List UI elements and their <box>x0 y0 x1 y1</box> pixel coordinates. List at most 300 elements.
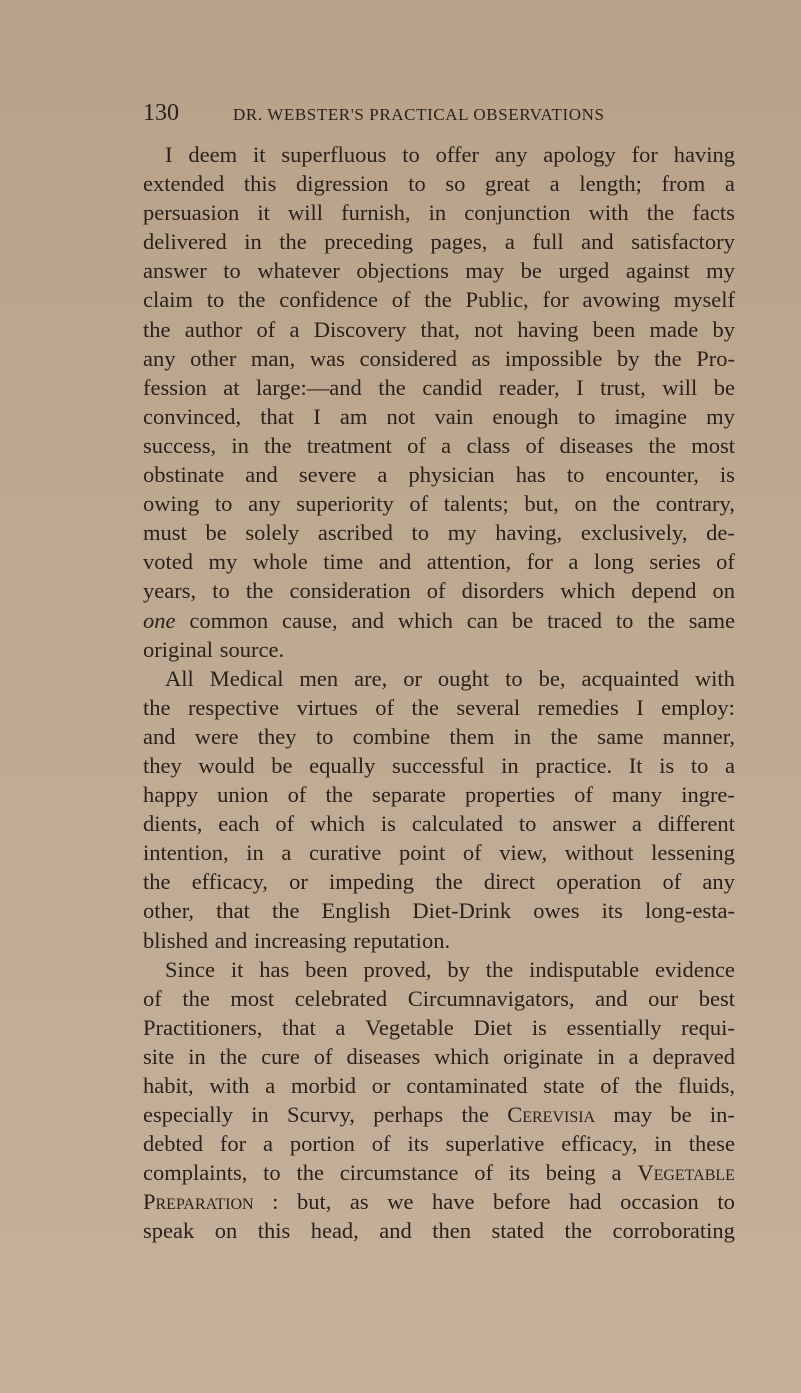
word: be <box>713 374 735 400</box>
word: pages, <box>430 229 488 255</box>
word: original <box>143 636 213 662</box>
word: the <box>143 694 171 720</box>
word: occasion <box>620 1189 699 1215</box>
word: and <box>143 723 176 749</box>
text-line <box>143 373 735 402</box>
word: increasing <box>254 927 347 953</box>
word: Public, <box>465 287 529 313</box>
word: which <box>434 1043 490 1069</box>
text-line <box>143 780 735 809</box>
word: requi- <box>681 1014 735 1040</box>
word: the <box>143 869 171 895</box>
word: morbid <box>290 1073 356 1098</box>
word: the <box>564 1218 592 1244</box>
word: they <box>143 752 182 778</box>
word: to <box>206 287 225 313</box>
word: series <box>649 549 701 575</box>
word: in <box>513 723 532 749</box>
word: manner, <box>662 723 735 749</box>
word: obstinate <box>143 462 225 488</box>
word: any <box>248 491 281 517</box>
word: complaints, <box>143 1160 248 1186</box>
word: reader, <box>498 374 560 400</box>
word: state <box>543 1073 585 1098</box>
word: objections <box>356 258 449 284</box>
word: this <box>257 1218 291 1244</box>
text-line <box>143 285 735 314</box>
word: with <box>209 1073 250 1098</box>
word: a <box>724 171 735 197</box>
word: but, <box>296 1189 332 1215</box>
word: the <box>378 374 406 400</box>
word: offer <box>435 142 479 167</box>
word: we <box>387 1189 414 1215</box>
word: claim <box>143 287 193 313</box>
word: a <box>631 811 642 837</box>
word: my <box>706 258 735 284</box>
word: same <box>688 607 735 633</box>
word: men <box>299 665 339 691</box>
word: long <box>593 549 634 575</box>
word: without <box>564 840 634 866</box>
word: It <box>628 752 643 778</box>
text-line <box>143 1216 735 1245</box>
word: many <box>612 782 663 808</box>
text-line <box>143 315 735 344</box>
text-line <box>143 344 735 373</box>
word: in <box>244 229 262 255</box>
word: then <box>432 1218 472 1244</box>
word: having, <box>495 520 563 546</box>
word: Circumnavigators, <box>407 985 575 1011</box>
text-line <box>143 198 735 227</box>
word: successful <box>392 752 485 778</box>
word: years, <box>143 578 197 604</box>
word: diseases <box>346 1043 421 1069</box>
word: acquainted <box>581 665 679 691</box>
word: is <box>531 1014 547 1040</box>
word: Practitioners, <box>143 1014 263 1040</box>
text-line <box>143 984 735 1013</box>
text-line <box>143 547 735 576</box>
word: in <box>428 200 447 226</box>
word: at <box>223 374 240 400</box>
word: author <box>184 316 243 342</box>
word: happy <box>143 782 198 808</box>
word: fluids, <box>678 1073 735 1098</box>
word: in <box>501 752 519 778</box>
word: by <box>712 316 735 342</box>
word: site <box>143 1043 175 1069</box>
word: talents; <box>443 491 509 517</box>
word: whole <box>252 549 308 575</box>
word: ingre- <box>681 782 735 808</box>
word: for <box>542 287 569 313</box>
word: convinced, <box>143 403 242 429</box>
word: may <box>465 258 505 284</box>
text-line <box>143 867 735 896</box>
italic-word: one <box>143 607 176 633</box>
word: the <box>634 1073 663 1098</box>
word: has <box>259 956 290 982</box>
text-line <box>143 693 735 722</box>
word: depend <box>631 578 697 604</box>
word: a <box>377 462 388 488</box>
word: of <box>407 432 426 458</box>
word: indisputable <box>529 956 640 982</box>
word: encounter, <box>605 462 699 488</box>
word: on <box>574 491 597 517</box>
word: attention, <box>426 549 512 575</box>
word: for <box>526 549 553 575</box>
text-line <box>143 169 735 198</box>
word: habit, <box>143 1073 194 1098</box>
word: that <box>260 403 295 429</box>
word: so <box>445 171 466 197</box>
word: corroborating <box>612 1218 735 1244</box>
word: Medical <box>209 665 284 691</box>
word: treatment <box>306 432 392 458</box>
word: of <box>574 782 593 808</box>
word: the <box>143 316 171 342</box>
word: has <box>515 462 546 488</box>
word: am <box>339 403 368 429</box>
word: its <box>508 1160 530 1186</box>
word: it <box>252 142 266 167</box>
word: the <box>264 432 292 458</box>
word: been <box>592 316 636 342</box>
word: in <box>597 1043 615 1069</box>
word: the <box>435 869 463 895</box>
word: and <box>581 229 614 255</box>
word: the <box>279 229 307 255</box>
word: I <box>576 374 584 400</box>
word: blished <box>143 927 208 953</box>
word: English <box>321 898 391 924</box>
word: Pro- <box>696 345 735 371</box>
text-line <box>143 1071 735 1100</box>
word: curative <box>308 840 382 866</box>
word: by <box>447 956 470 982</box>
word: originate <box>503 1043 584 1069</box>
word: or <box>371 1073 391 1098</box>
word: or <box>403 665 422 691</box>
word: are, <box>354 665 388 691</box>
word: conjunction <box>464 200 571 226</box>
word: it <box>230 956 244 982</box>
word: its <box>407 1131 429 1157</box>
word: superlative <box>445 1131 545 1157</box>
word: dients, <box>143 811 203 837</box>
text-line <box>143 1013 735 1042</box>
word: as <box>349 1189 369 1215</box>
word: intention, <box>143 840 229 866</box>
word: efficacy, <box>191 869 268 895</box>
word: length; <box>579 171 642 197</box>
word: a <box>335 1014 346 1040</box>
word: answer <box>552 811 617 837</box>
word: and <box>351 607 385 633</box>
word: respective <box>187 694 280 720</box>
word: be <box>271 752 293 778</box>
word: to <box>263 1160 281 1186</box>
word: point <box>399 840 446 866</box>
word: with <box>694 665 735 691</box>
word: to <box>411 520 430 546</box>
text-line <box>143 1187 735 1216</box>
text-line <box>143 955 735 984</box>
word: on <box>214 1218 238 1244</box>
small-caps-word: Cerevisia <box>507 1102 596 1128</box>
word: preceding <box>324 229 413 255</box>
word: voted <box>143 549 193 575</box>
word: speak <box>143 1218 195 1244</box>
word: proved, <box>363 956 432 982</box>
word: before <box>493 1189 551 1215</box>
word: a <box>549 171 560 197</box>
word: the <box>646 200 675 226</box>
word: de- <box>706 520 735 546</box>
word: circumstance <box>339 1160 459 1186</box>
word: other, <box>143 898 194 924</box>
word: and <box>245 462 278 488</box>
word: in <box>188 1043 206 1069</box>
word: that, <box>420 316 460 342</box>
word: other <box>190 345 237 371</box>
word: to <box>408 171 426 197</box>
word: to <box>315 723 334 749</box>
word: the <box>654 345 682 371</box>
word: against <box>625 258 690 284</box>
word: of <box>525 432 545 458</box>
word: these <box>688 1131 735 1157</box>
word: to <box>717 1189 735 1215</box>
word: view, <box>499 840 548 866</box>
word: physician <box>408 462 495 488</box>
word: to <box>214 491 233 517</box>
word: any <box>494 142 528 167</box>
word: of <box>371 1131 391 1157</box>
word: of <box>256 316 276 342</box>
word: will <box>662 374 698 400</box>
word: reputation. <box>353 927 451 953</box>
word: it <box>257 200 270 226</box>
word: the <box>219 1043 248 1069</box>
word: and <box>378 549 412 575</box>
word: for <box>219 1131 247 1157</box>
word: contrary, <box>655 491 735 517</box>
word: in <box>251 1102 269 1128</box>
word: to <box>690 752 709 778</box>
word: of <box>409 491 429 517</box>
word: man, <box>250 345 296 371</box>
word: of <box>287 782 307 808</box>
word: disorders <box>461 578 545 604</box>
word: the <box>612 491 641 517</box>
word: be <box>520 258 542 284</box>
word: and <box>379 1218 412 1244</box>
word: owing <box>143 491 200 517</box>
word: the <box>245 578 274 604</box>
text-line <box>143 460 735 489</box>
word: not <box>386 403 416 429</box>
word: great <box>485 171 531 197</box>
word: myself <box>673 287 735 313</box>
word: which <box>310 811 366 837</box>
text-line <box>143 635 735 664</box>
word: practice. <box>535 752 613 778</box>
word: being <box>545 1160 596 1186</box>
word: answer <box>143 258 207 284</box>
word: owes <box>533 898 580 924</box>
text-line <box>143 809 735 838</box>
text-line <box>143 140 735 169</box>
word: a <box>725 752 735 778</box>
word: furnish, <box>341 200 411 226</box>
word: essentially <box>566 1014 662 1040</box>
word: All <box>165 665 194 691</box>
word: time <box>323 549 364 575</box>
word: enough <box>492 403 559 429</box>
word: that <box>216 898 250 924</box>
word: can <box>466 607 499 633</box>
word: operation <box>556 869 642 895</box>
word: made <box>649 316 699 342</box>
word: the <box>296 1160 324 1186</box>
word: not <box>474 316 503 342</box>
word: the <box>648 432 676 458</box>
word: same <box>597 723 644 749</box>
word: the <box>461 1102 489 1128</box>
word: portion <box>289 1131 355 1157</box>
word: employ: <box>661 694 735 720</box>
word: each <box>218 811 260 837</box>
word: a <box>611 1160 622 1186</box>
text-line <box>143 926 735 955</box>
word: to <box>518 811 537 837</box>
word: of <box>426 578 446 604</box>
word: imagine <box>614 403 687 429</box>
word: of <box>716 549 735 575</box>
word: impeding <box>329 869 415 895</box>
word: digression <box>296 171 389 197</box>
text-line <box>143 664 735 693</box>
word: were <box>194 723 239 749</box>
word: the <box>238 287 266 313</box>
word: fession <box>143 374 207 400</box>
word: them <box>449 723 495 749</box>
word: must <box>143 520 187 546</box>
word: a <box>289 316 300 342</box>
word: most <box>230 985 275 1011</box>
word: a <box>441 432 452 458</box>
word: satisfactory <box>631 229 735 255</box>
word: be <box>670 1102 692 1128</box>
word: Discovery <box>313 316 407 342</box>
text-line <box>143 489 735 518</box>
small-caps-word: Preparation <box>143 1189 254 1215</box>
word: consideration <box>289 578 411 604</box>
word: was <box>309 345 345 371</box>
word: ascribed <box>317 520 393 546</box>
word: debted <box>143 1131 203 1157</box>
word: cause, <box>282 607 338 633</box>
word: with <box>588 200 629 226</box>
word: having <box>673 142 735 167</box>
word: or <box>289 869 308 895</box>
body-text <box>143 140 735 1246</box>
word: : <box>272 1189 279 1215</box>
word: to <box>577 403 596 429</box>
word: union <box>217 782 269 808</box>
word: a <box>568 549 579 575</box>
text-line <box>143 838 735 867</box>
word: delivered <box>143 229 227 255</box>
word: having <box>517 316 579 342</box>
word: any <box>143 345 176 371</box>
word: the <box>182 985 210 1011</box>
word: superfluous <box>281 142 387 167</box>
word: but, <box>524 491 559 517</box>
word: of <box>600 1073 620 1098</box>
word: impossible <box>504 345 603 371</box>
word: diseases <box>559 432 634 458</box>
word: common <box>189 607 269 633</box>
word: a <box>628 1043 639 1069</box>
word: to <box>223 258 241 284</box>
text-line <box>143 606 735 635</box>
text-line <box>143 1100 735 1129</box>
word: of <box>375 694 395 720</box>
word: in <box>246 840 264 866</box>
word: persuasion <box>143 200 240 226</box>
word: perhaps <box>373 1102 444 1128</box>
word: exclusively, <box>580 520 688 546</box>
word: they <box>257 723 297 749</box>
word: the <box>485 956 514 982</box>
word: whatever <box>257 258 340 284</box>
word: the <box>424 287 452 313</box>
text-line <box>143 256 735 285</box>
word: is <box>719 462 735 488</box>
word: class <box>466 432 511 458</box>
word: I <box>313 403 321 429</box>
word: apology <box>543 142 616 167</box>
word: vain <box>434 403 474 429</box>
word: as <box>471 345 491 371</box>
word: solely <box>245 520 300 546</box>
word: I <box>165 142 173 167</box>
word: Scurvy, <box>287 1102 355 1128</box>
word: several <box>456 694 521 720</box>
word: my <box>208 549 238 575</box>
text-line <box>143 896 735 925</box>
word: in- <box>709 1102 735 1128</box>
word: to <box>615 607 634 633</box>
word: Diet-Drink <box>412 898 512 924</box>
word: would <box>198 752 255 778</box>
word: most <box>691 432 735 458</box>
word: properties <box>465 782 555 808</box>
word: of <box>662 869 682 895</box>
small-caps-word: Vegetable <box>637 1160 735 1186</box>
word: I <box>636 694 644 720</box>
word: may <box>613 1102 653 1128</box>
text-line <box>143 1129 735 1158</box>
word: evidence <box>654 956 735 982</box>
word: the <box>647 607 675 633</box>
word: of <box>313 1043 333 1069</box>
